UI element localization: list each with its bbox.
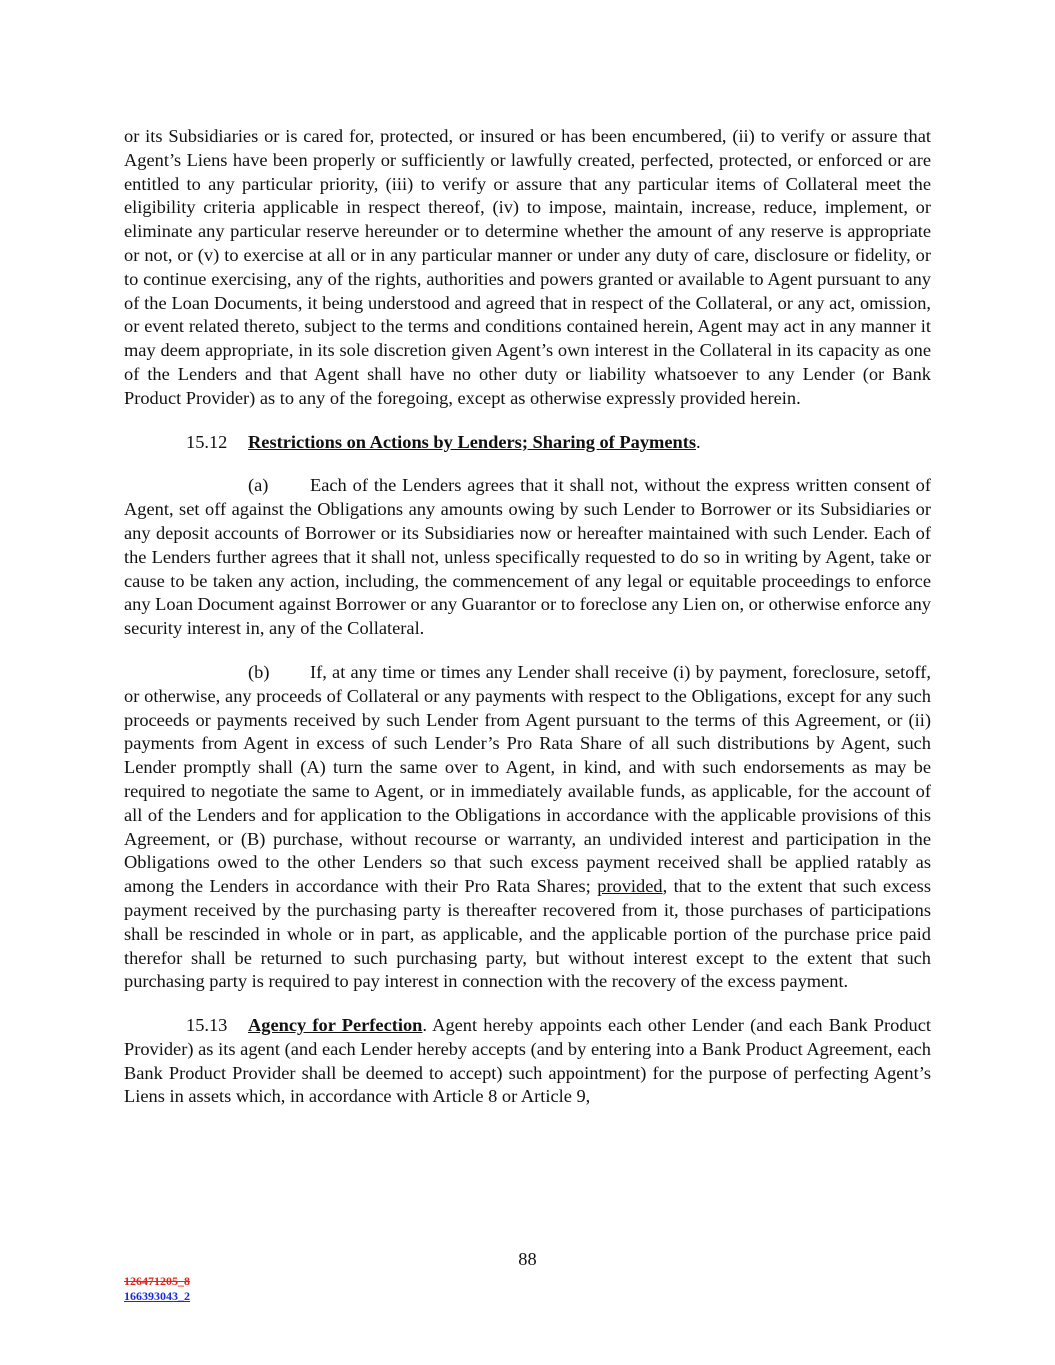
paragraph-a [124,474,931,641]
document-body [124,125,931,1109]
opening-paragraph: or its Subsidiaries or is cared for, protected, or insured or has been encumbered, (ii) to verify or assure that Agent’s Liens have been properly or sufficiently or lawfully created, perfected, protected, or enforced or are entitled to any particular priority, (iii) to verify or assure that any particular items of Collateral meet the eligibility criteria applicable in respect thereof, (iv) to impose, maintain, increase, reduce, implement, or eliminate any particular reserve hereunder or to determine whether the amount of any reserve is appropriate or not, or (v) to exercise at all or in any particular manner or under any duty of care, disclosure or fidelity, or to continue exercising, any of the rights, authorities and powers granted or available to Agent pursuant to any of the Loan Documents, it being understood and agreed that in respect of the Collateral, or any act, omission, or event related thereto, subject to the terms and conditions contained herein, Agent may act in any manner it may deem appropriate, in its sole discretion given Agent’s own interest in the Collateral in its capacity as one of the Lenders and that Agent shall have no other duty or liability whatsoever to any Lender (or Bank Product Provider) as to any of the foregoing, except as otherwise expressly provided herein. [124,126,931,408]
paragraph-text-continued: , that to the extent that such excess payment received by the purchasing party is thereafter recovered from it, those purchases of participations shall be rescinded in whole or in part, as applicable, and the applicable portion of the purchase price paid therefor shall be returned to such purchasing party, but without interest except to the extent that such purchasing party is required to pay interest in connection with the recovery of the excess payment. [124,876,931,992]
inserted-document-id: 166393043_2 [124,1289,190,1303]
paragraph-text: Each of the Lenders agrees that it shall not, without the express written consent of Agent, set off against the Obligations any amounts owing by such Lender to Borrower or its Subsidiaries or any deposit accounts of Borrower or its Subsidiaries now or hereafter maintained with such Lender. Each of the Lenders further agrees that it shall not, unless specifically requested to do so in writing by Agent, take or cause to be taken any action, including, the commencement of any legal or equitable proceedings to enforce any Loan Document against Borrower or any Guarantor or to foreclose any Lien on, or otherwise enforce any security interest in, any of the Collateral. [124,475,931,639]
paragraph-text: If, at any time or times any Lender shall receive (i) by payment, foreclosure, setoff, or otherwise, any proceeds of Collateral or any payments with respect to the Obligations, except for any such proceeds or payments received by such Lender from Agent pursuant to the terms of this Agreement, or (ii) payments from Agent in excess of such Lender’s Pro Rata Share of all such distributions by Agent, such Lender promptly shall (A) turn the same over to Agent, in kind, and with such endorsements as may be required to negotiate the same to Agent, or in immediately available funds, as applicable, for the account of all of the Lenders and for application to the Obligations in accordance with the applicable provisions of this Agreement, or (B) purchase, without recourse or warranty, an undivided interest and participation in the Obligations owed to the other Lenders so that such excess payment received shall be applied ratably as among the Lenders in accordance with their Pro Rata Shares; [124,661,931,897]
section-text: . Agent hereby appoints each other Lender (and each Bank Product Provider) as its agent (and each Lender hereby accepts (and by entering into a Bank Product Agreement, each Bank Product Provider shall be deemed to accept) such appointment) for the purpose of perfecting Agent’s Liens in assets which, in accordance with Article 8 or Article 9, [124,1015,931,1107]
paragraph-label: (b) [248,661,270,682]
section-title: Restrictions on Actions by Lenders; Sharing of Payments [248,431,697,452]
deleted-document-id: 126471205_8 [124,1274,190,1288]
paragraph-label: (a) [248,475,269,496]
section-title-suffix: . [696,431,701,452]
section-number: 15.12 [186,431,228,452]
paragraph-b [124,661,931,994]
section-15-13 [124,1014,931,1109]
section-title: Agency for Perfection [248,1015,423,1036]
page-number: 88 [518,1249,537,1269]
provided-term: provided [597,876,663,897]
section-number: 15.13 [186,1015,228,1036]
section-15-12-heading [124,431,931,455]
